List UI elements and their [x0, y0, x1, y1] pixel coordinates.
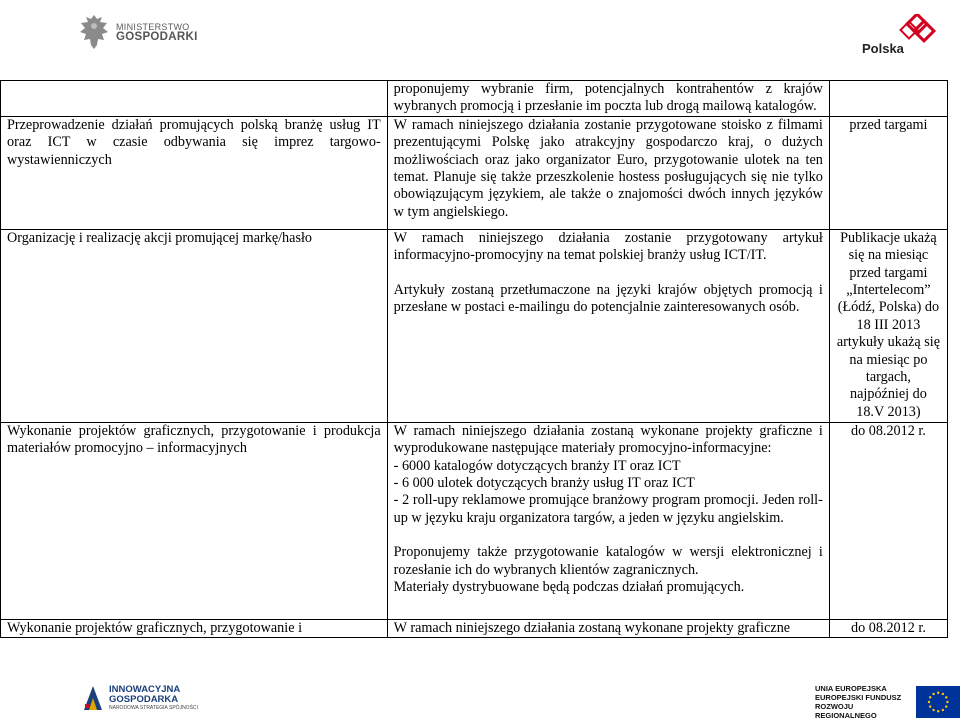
activity-8-paragraph-3: Materiały dystrybuowane będą podczas działań promujących.: [393, 579, 745, 596]
ministry-line1: MINISTERSTWO: [116, 22, 190, 32]
activity-8-deadline: do 08.2012 r.: [829, 422, 947, 619]
ig-line2: GOSPODARKA: [109, 694, 179, 705]
eu-flag-icon: [916, 686, 960, 718]
activity-number: [0, 620, 7, 637]
activity-8-line: - 6000 katalogów dotyczących branży IT oraz ICT: [393, 457, 681, 474]
activity-8-line: - 2 roll-upy reklamowe promujące branżowy program promocji. Jeden roll-up w języku kraju organizatora targów, a jeden w języku angielskim.: [393, 492, 823, 526]
activity-number: [0, 117, 7, 134]
table-row: [1, 619, 948, 637]
activity-6-title: Przeprowadzenie działań promujących polską branżę usług IT oraz ICT w czasie odbywania się imprez targowo-wystawienniczych: [7, 116, 381, 168]
ministry-line2: GOSPODARKI: [116, 31, 198, 43]
table-row: [1, 422, 948, 619]
activity-7-paragraph-1: W ramach niniejszego działania zostanie przygotowany artykuł informacyjno-promocyjny na temat polskiej branży usług ICT/IT.: [393, 229, 823, 264]
row-continuation-date: [829, 81, 947, 117]
activity-6-cell: [1, 116, 388, 229]
ig-emblem-icon: [82, 684, 104, 712]
innowacyjna-gospodarka-logo: [82, 684, 198, 712]
activity-7-description: [387, 229, 829, 422]
activity-9-deadline: do 08.2012 r.: [829, 619, 947, 637]
ig-line3: NARODOWA STRATEGIA SPÓJNOŚCI: [109, 705, 198, 711]
eu-line1: UNIA EUROPEJSKA: [815, 684, 887, 693]
activity-8-line: - 6 000 ulotek dotyczących branży usług IT oraz ICT: [393, 475, 695, 492]
activity-7-cell: [1, 229, 388, 422]
activity-8-description: [387, 422, 829, 619]
ministry-logo: [78, 12, 198, 52]
page-footer: [0, 676, 960, 723]
eu-line3: ROZWOJU REGIONALNEGO: [815, 702, 877, 720]
polska-logo: [862, 14, 944, 66]
eu-line2: EUROPEJSKI FUNDUSZ: [815, 693, 902, 702]
row-continuation-description: proponujemy wybranie firm, potencjalnych kontrahentów z krajów wybranych promocją i przesłanie im poczta lub drogą mailową katalogów.: [387, 81, 829, 117]
activity-6-deadline: przed targami: [829, 116, 947, 229]
polska-flag-mark-icon: [862, 14, 944, 44]
activity-7-paragraph-2: Artykuły zostaną przetłumaczone na języki krajów objętych promocją i przesłane w postaci e-mailingu do potencjalnie zainteresowanych osób.: [393, 281, 823, 316]
table-row: [1, 229, 948, 422]
activity-7-deadline: Publikacje ukażą się na miesiąc przed targami „Intertelecom” (Łódź, Polska) do 18 III 2013 artykuły ukażą się na miesiąc po targach, najpóźniej do 18.V 2013): [829, 229, 947, 422]
row-continuation-c1: [1, 81, 388, 117]
table-row: [1, 116, 948, 229]
table-row: [1, 81, 948, 117]
activity-8-paragraph-2: Proponujemy także przygotowanie katalogów w wersji elektronicznej i rozesłanie ich do wybranych klientów zagranicznych.: [393, 544, 823, 578]
activity-number: [0, 230, 7, 247]
activity-9-cell: [1, 619, 388, 637]
polska-wordmark: Polska: [862, 41, 904, 56]
activities-table: [0, 80, 948, 638]
page-header: [0, 0, 960, 78]
activity-8-cell: [1, 422, 388, 619]
eagle-emblem-icon: [78, 12, 110, 52]
activity-9-description: W ramach niniejszego działania zostaną wykonane projekty graficzne: [387, 619, 829, 637]
activity-7-title: Organizację i realizację akcji promującej markę/hasło: [7, 229, 313, 246]
activity-9-title: Wykonanie projektów graficznych, przygotowanie i: [7, 619, 303, 636]
activity-6-description: W ramach niniejszego działania zostanie przygotowane stoisko z filmami prezentującymi Polskę jako atrakcyjny gospodarczo kraj, o dużych możliwościach oraz jako organizator Euro, przygotowanie ulotek na ten temat. Planuje się także przeszkolenie hostess posługujących się nie tylko obowiązującym językiem, ale także o znajomości dwóch innych języków w tym angielskiego.: [387, 116, 829, 229]
ig-line1: INNOWACYJNA: [109, 684, 181, 695]
activity-8-title: Wykonanie projektów graficznych, przygotowanie i produkcja materiałów promocyjno – informacyjnych: [7, 422, 381, 457]
eu-fund-logo: [815, 684, 960, 720]
activity-number: [0, 423, 7, 440]
activity-8-line: W ramach niniejszego działania zostaną wykonane projekty graficzne i wyprodukowane następujące materiały promocyjno-informacyjne:: [393, 422, 823, 457]
